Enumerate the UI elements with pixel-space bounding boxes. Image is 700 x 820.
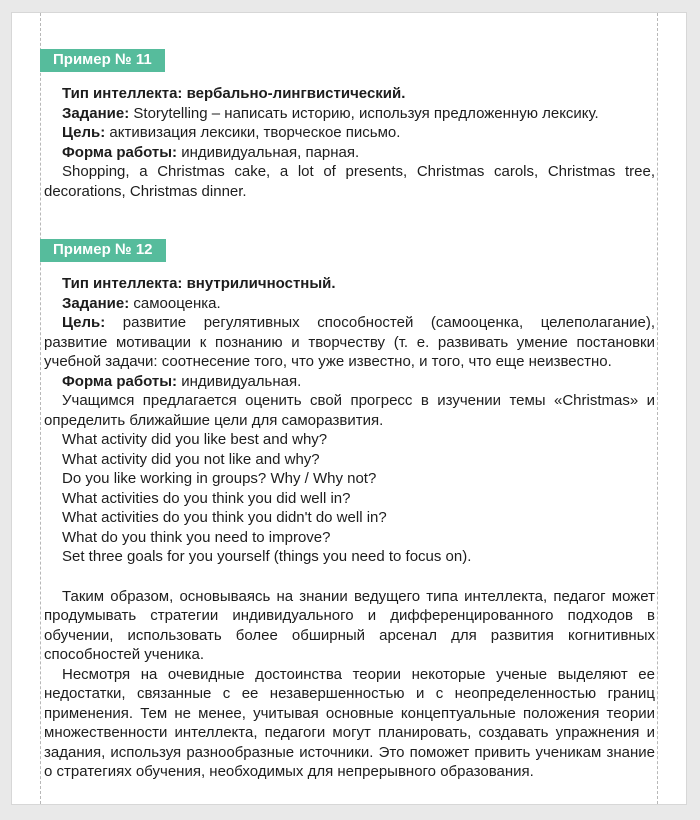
field-task xyxy=(44,104,655,124)
field-value: развитие регулятивных способностей (самооценка, целеполагание), развитие мотивации к познанию и творчеству (т. е. развивать умение постановки учебной задачи: соотнесение того, что уже известно, и того, что еще неизвестно. xyxy=(44,314,655,370)
closing-paragraph: Таким образом, основываясь на знании ведущего типа интеллекта, педагог может продумывать стратегии индивидуального и дифференцированного подходов в обучении, использовать более обширный арсенал для развития когнитивных способностей ученика. xyxy=(44,587,655,663)
question-item: What do you think you need to improve? xyxy=(62,528,331,546)
question-item: What activities do you think you didn't do well in? xyxy=(62,509,387,526)
field-intelligence-type xyxy=(44,274,655,294)
field-value: индивидуальная. xyxy=(181,372,302,390)
question-item: Do you like working in groups? Why / Why not? xyxy=(62,470,377,487)
field-label: Цель: xyxy=(62,314,106,331)
closing-section xyxy=(44,587,655,782)
field-label: Форма работы: xyxy=(62,143,178,161)
field-value: активизация лексики, творческое письмо. xyxy=(109,124,401,141)
example-12-block xyxy=(44,274,655,567)
field-label: Тип интеллекта: xyxy=(62,85,183,102)
field-label: Тип интеллекта: xyxy=(62,275,183,292)
question-item: What activity did you not like and why? xyxy=(62,450,320,468)
question-item: Set three goals for you yourself (things you need to focus on). xyxy=(62,548,472,565)
vocabulary-paragraph: Shopping, a Christmas cake, a lot of presents, Christmas carols, Christmas tree, decorations, Christmas dinner. xyxy=(44,163,655,200)
field-label: Форма работы: xyxy=(62,372,178,390)
field-value: вербально-лингвистический. xyxy=(186,85,406,102)
field-work-form xyxy=(44,372,655,392)
left-margin-dashed-line xyxy=(40,13,41,804)
field-value: индивидуальная, парная. xyxy=(181,143,360,161)
book-page xyxy=(11,12,687,805)
field-value: самооценка. xyxy=(133,294,221,312)
field-label: Задание: xyxy=(62,104,130,122)
page-content xyxy=(44,49,655,782)
example-11-badge: Пример № 11 xyxy=(40,49,165,72)
question-item: What activities do you think you did well in? xyxy=(62,489,351,507)
field-task xyxy=(44,294,655,314)
field-intelligence-type xyxy=(44,84,655,104)
question-item: What activity did you like best and why? xyxy=(62,431,328,448)
example-12-badge: Пример № 12 xyxy=(40,239,166,262)
field-label: Цель: xyxy=(62,124,106,141)
self-assessment-paragraph: Учащимся предлагается оценить свой прогресс в изучении темы «Christmas» и определить ближайшие цели для саморазвития. xyxy=(44,392,655,429)
right-margin-dashed-line xyxy=(657,13,658,804)
field-label: Задание: xyxy=(62,294,130,312)
example-11-block xyxy=(44,84,655,201)
field-work-form xyxy=(44,143,655,163)
example-11-header xyxy=(44,49,655,72)
field-value: Storytelling – написать историю, используя предложенную лексику. xyxy=(133,104,599,122)
example-12-header xyxy=(44,239,655,262)
field-goal xyxy=(44,313,655,372)
field-value: внутриличностный. xyxy=(186,275,336,292)
field-goal xyxy=(44,123,655,143)
closing-paragraph: Несмотря на очевидные достоинства теории некоторые ученые выделяют ее недостатки, связанные с ее незавершенностью и с неопределенностью границ применения. Тем не менее, учитывая основные концептуальные положения теории множественности интеллекта, педагоги могут планировать, создавать упражнения и задания, используя разнообразные источники. Это поможет привить ученикам знание о стратегиях обучения, необходимых для непрерывного образования. xyxy=(44,665,655,780)
